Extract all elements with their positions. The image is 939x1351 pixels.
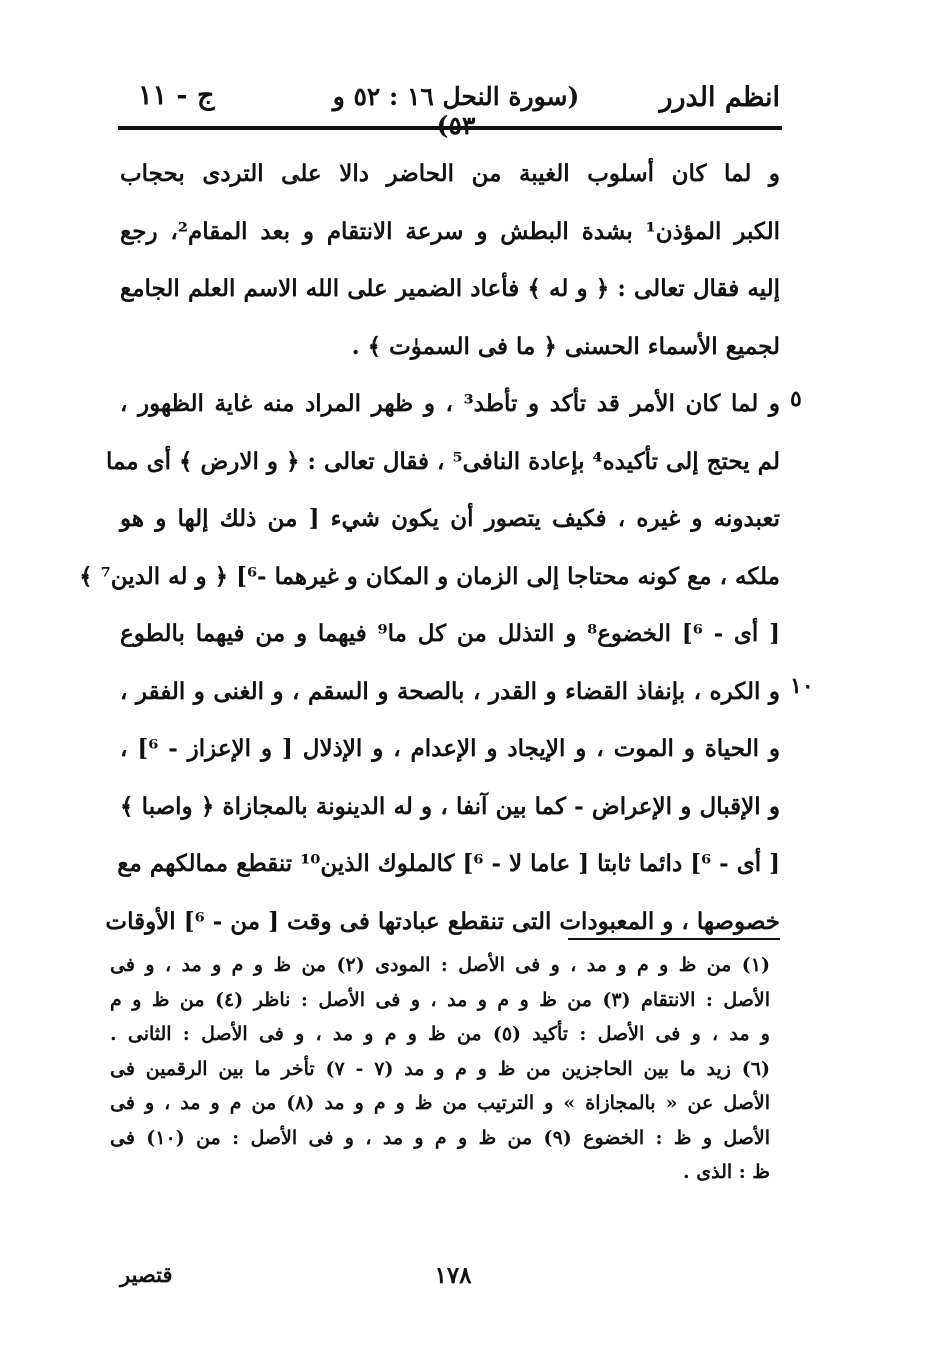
text-line: إليه فقال تعالى : ﴿ و له ﴾ فأعاد الضمير على الله الاسم العلم الجامع (120, 275, 780, 302)
text-line: تعبدونه و غيره ، فكيف يتصور أن يكون شيء [ من ذلك إلها و هو (120, 505, 780, 532)
line-number-10: ١٠ (790, 673, 814, 699)
footnote-line: الأصل عن « بالمجازاة » و الترتيب من ظ و م و مد (٨) من م و مد ، و فى (110, 1092, 770, 1114)
text-line: الكبر المؤذن¹ بشدة البطش و سرعة الانتقام و بعد المقام²، رجع (120, 217, 780, 245)
page-number: ١٧٨ (434, 1262, 472, 1289)
running-header (118, 78, 780, 126)
text-line: لجميع الأسماء الحسنى ﴿ ما فى السموٰت ﴾ . (351, 332, 780, 360)
footnote-line: الأصل و ظ : الخضوع (٩) من ظ و م و مد ، و فى الأصل : من (١٠) فى (110, 1126, 770, 1149)
surah-reference: (سورة النحل ١٦ : ٥٢ و (332, 82, 580, 111)
text-line: و الإقبال و الإعراض - كما بين آنفا ، و له الدينونة بالمجازاة ﴿ واصبا ﴾ (120, 792, 780, 820)
footnotes (110, 948, 770, 1190)
text-line: ملكه ، مع كونه محتاجا إلى الزمان و المكان و غيرهما -⁶] ﴿ و له الدين⁷ ﴾ (79, 562, 780, 590)
text-line: خصوصها ، و المعبودات التى تنقطع عبادتها فى وقت [ من - ⁶] الأوقات (105, 907, 780, 935)
footnote-line: الأصل : الانتقام (٣) من ظ و م و مد ، و فى الأصل : ناظر (٤) من ظ و م (110, 988, 770, 1011)
text-line: لم يحتج إلى تأكيده⁴ بإعادة النافى⁵ ، فقال تعالى : ﴿ و الارض ﴾ أى مما (105, 447, 780, 475)
catchword: قتصير (120, 1262, 173, 1287)
text-line: و الكره ، بإنفاذ القضاء و القدر ، بالصحة و السقم ، و الغنى و الفقر ، (120, 677, 780, 705)
main-text (79, 145, 781, 950)
header-rule (118, 126, 782, 130)
footnote-line: ظ : الذى . (683, 1161, 770, 1183)
text-line: و لما كان أسلوب الغيبة من الحاضر دالا على التردى بحجاب (120, 160, 780, 187)
footnote-line: (٦) زيد ما بين الحاجزين من ظ و م و مد (٧ - ٧) تأخر ما بين الرقمين فى (110, 1057, 770, 1080)
line-number-5: ٥ (790, 386, 802, 412)
book-title: انظم الدرر (659, 82, 780, 113)
text-line: و لما كان الأمر قد تأكد و تأطد³ ، و ظهر المراد منه غاية الظهور ، (120, 390, 780, 417)
text-line: [ أى - ⁶] الخضوع⁸ و التذلل من كل ما⁹ فيهما و من فيهما بالطوع (120, 620, 781, 647)
volume-number: ج - ١١ (138, 80, 215, 111)
footnote-line: (١) من ظ و م و مد ، و فى الأصل : المودى (٢) من ظ و م و مد ، و فى (110, 954, 770, 976)
footnote-line: و مد ، و فى الأصل : تأكيد (٥) من ظ و م و مد ، و فى الأصل : الثانى . (110, 1023, 770, 1045)
text-line: و الحياة و الموت ، و الإيجاد و الإعدام ، و الإذلال [ و الإعزاز - ⁶] ، (120, 735, 780, 762)
footnote-rule (568, 938, 780, 940)
text-line: [ أى - ⁶] دائما ثابتا [ عاما لا - ⁶] كالملوك الذين¹⁰ تنقطع ممالكهم مع (117, 850, 780, 877)
